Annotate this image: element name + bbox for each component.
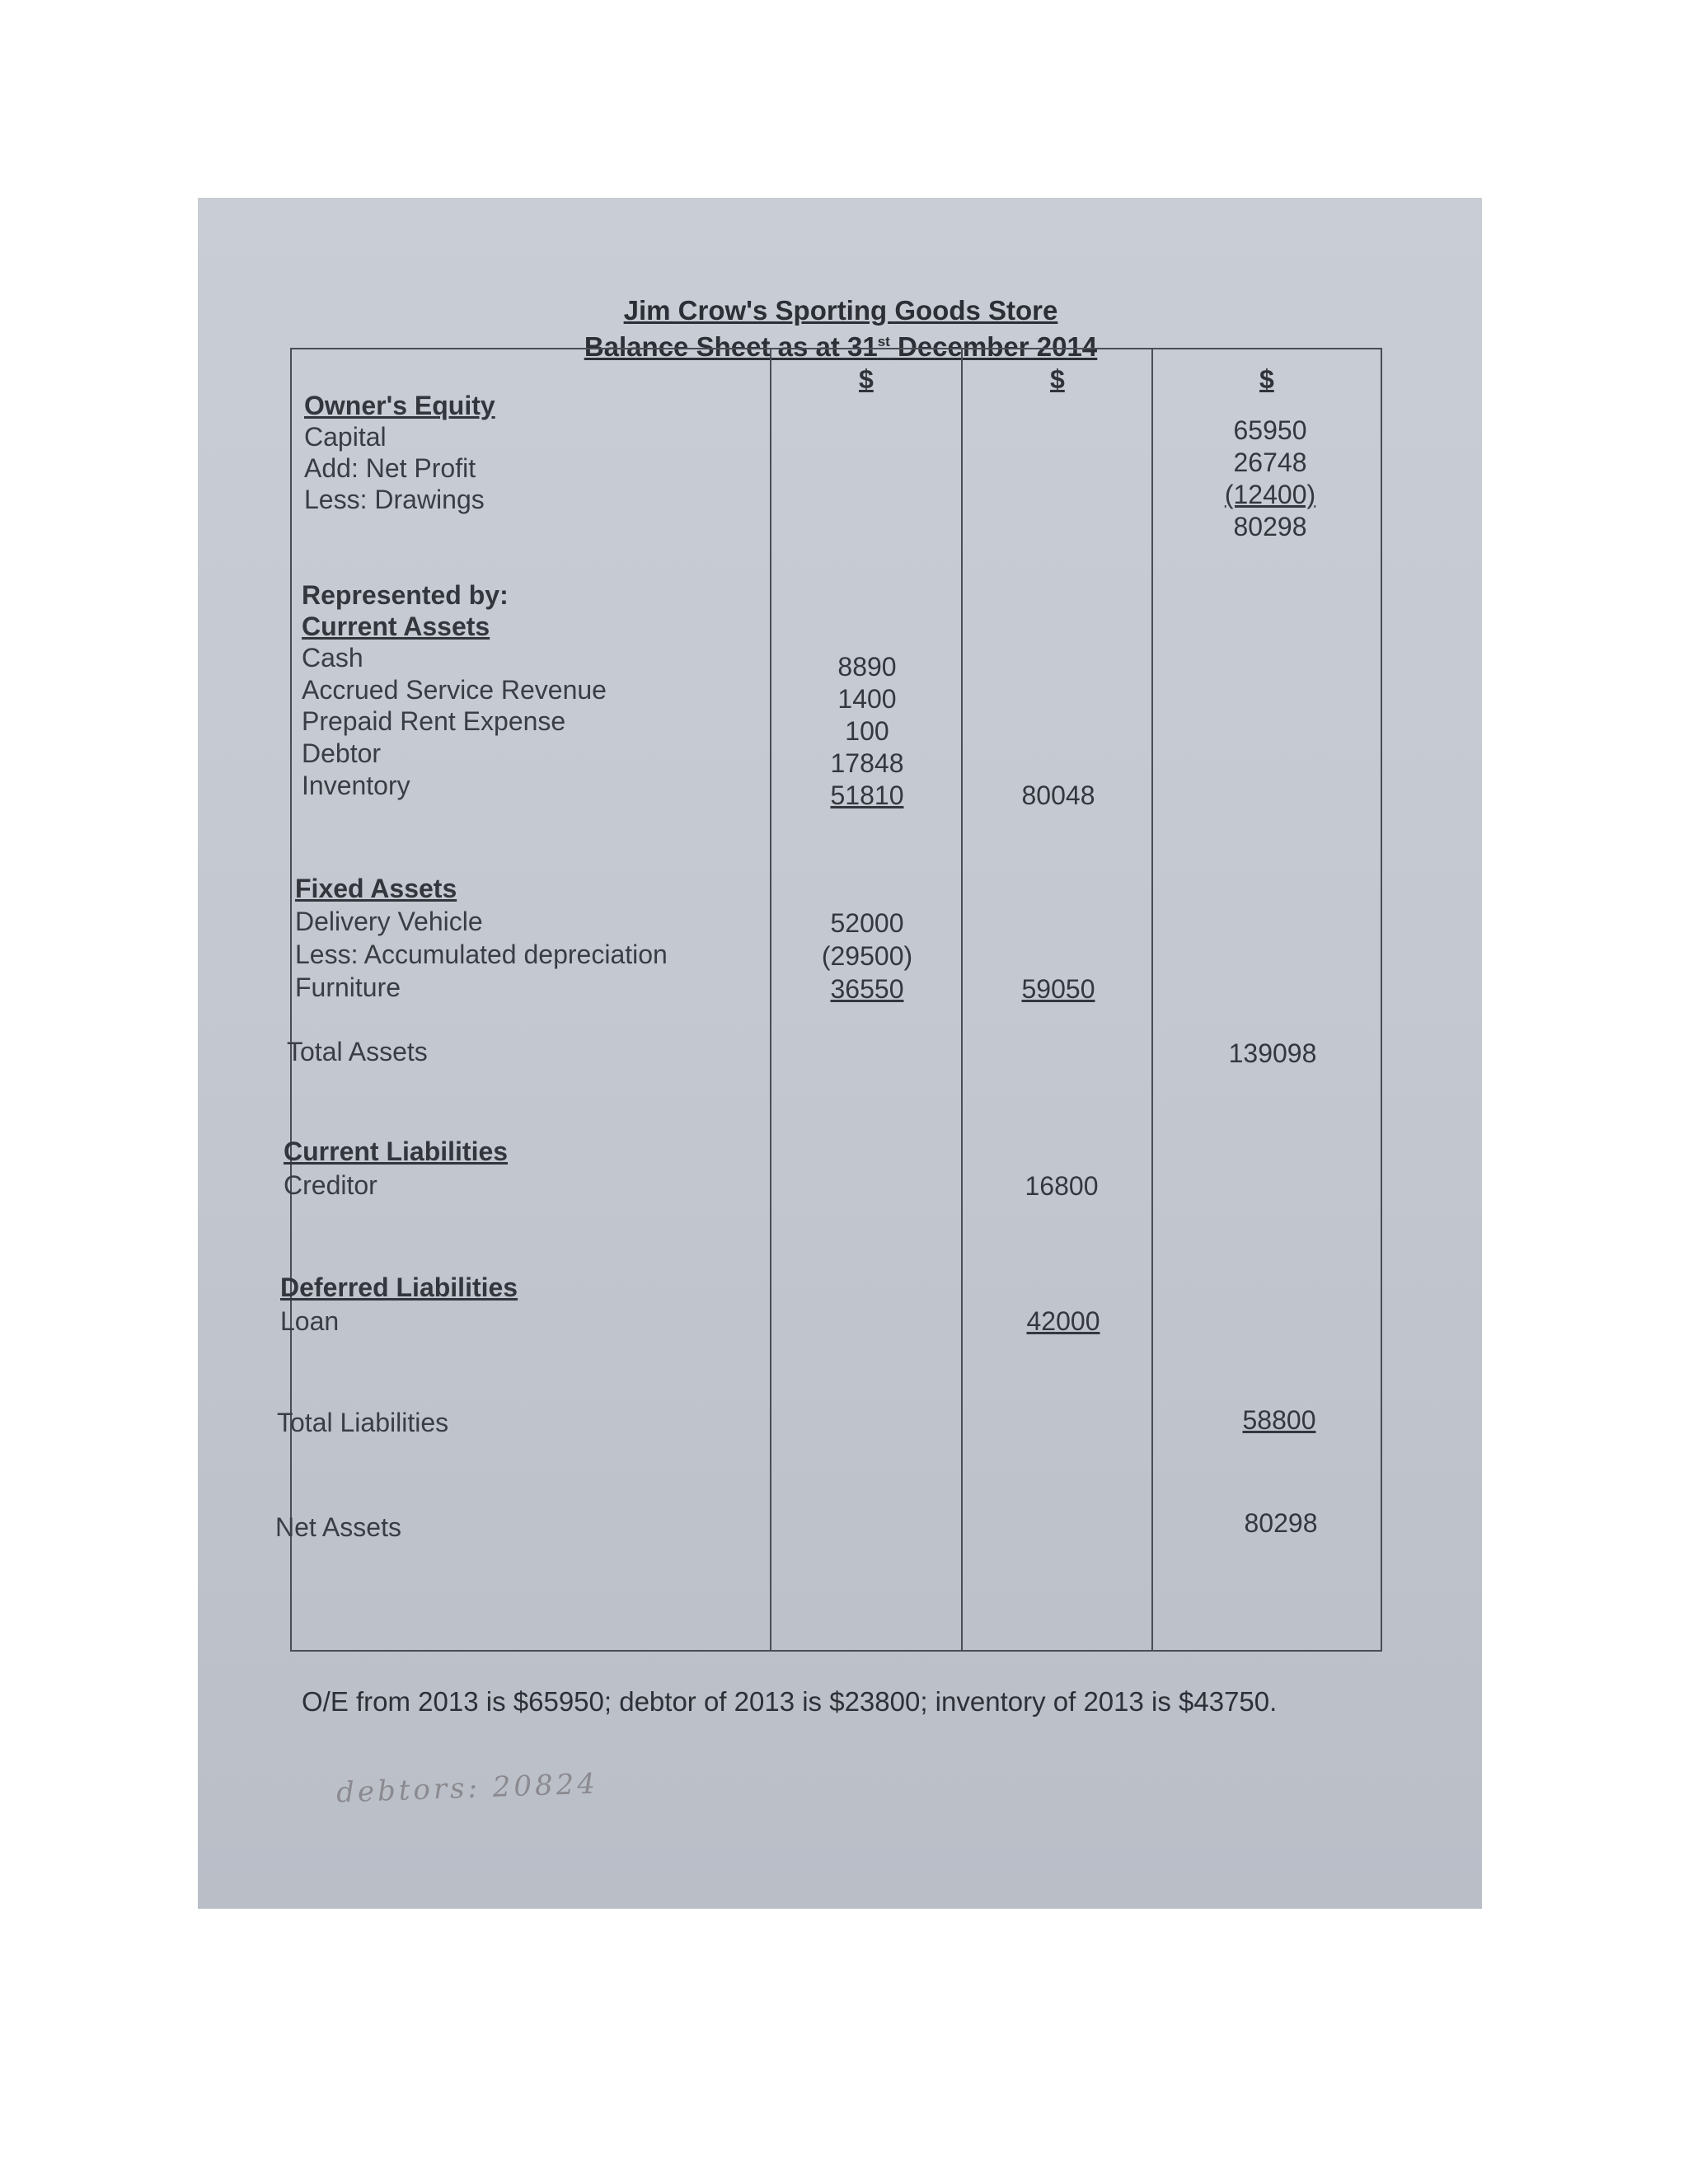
cash-value: 8890 <box>837 652 897 682</box>
fixed-assets-heading: Fixed Assets <box>295 874 457 903</box>
current-assets-heading: Current Assets <box>302 612 490 641</box>
loan-label: Loan <box>280 1306 340 1336</box>
title-line-2-suffix: December 2014 <box>889 331 1098 362</box>
inventory-label: Inventory <box>302 771 410 800</box>
total-liabilities-label: Total Liabilities <box>277 1408 449 1437</box>
current-assets-total: 80048 <box>1021 780 1095 810</box>
delivery-vehicle-label: Delivery Vehicle <box>295 907 483 936</box>
currency-header-1: $ <box>859 364 874 394</box>
accrued-revenue-label: Accrued Service Revenue <box>302 675 607 705</box>
cash-label: Cash <box>302 643 363 673</box>
prepaid-rent-value: 100 <box>845 716 889 746</box>
title-line-2-prefix: Balance Sheet as at 31 <box>584 331 878 362</box>
loan-value: 42000 <box>1026 1306 1100 1336</box>
creditor-value: 16800 <box>1025 1171 1099 1201</box>
footnote: O/E from 2013 is $65950; debtor of 2013 is $23800; inventory of 2013 is $43750. <box>302 1686 1278 1717</box>
currency-header-3: $ <box>1259 364 1274 394</box>
fixed-assets-total: 59050 <box>1021 974 1095 1004</box>
debtor-value: 17848 <box>830 748 904 778</box>
accumulated-depreciation-label: Less: Accumulated depreciation <box>295 940 668 969</box>
total-assets-label: Total Assets <box>287 1037 428 1066</box>
handwritten-note: debtors: 20824 <box>335 1767 599 1810</box>
debtor-label: Debtor <box>302 738 382 768</box>
net-assets-label: Net Assets <box>275 1512 401 1542</box>
capital-label: Capital <box>304 422 387 452</box>
drawings-value: (12400) <box>1224 480 1316 509</box>
owners-equity-heading: Owner's Equity <box>304 391 495 420</box>
furniture-label: Furniture <box>295 972 401 1002</box>
total-assets-value: 139098 <box>1228 1038 1317 1068</box>
net-profit-label: Add: Net Profit <box>304 453 476 483</box>
title-line-1: Jim Crow's Sporting Goods Store <box>623 295 1058 326</box>
delivery-vehicle-value: 52000 <box>830 908 904 938</box>
column-divider-1 <box>770 349 771 1650</box>
prepaid-rent-label: Prepaid Rent Expense <box>302 706 566 736</box>
owners-equity-total: 80298 <box>1233 512 1307 541</box>
accumulated-depreciation-value: (29500) <box>821 941 913 971</box>
document-photo <box>198 198 1482 1909</box>
drawings-label: Less: Drawings <box>304 485 485 514</box>
net-assets-value: 80298 <box>1244 1508 1318 1538</box>
capital-value: 65950 <box>1233 415 1307 445</box>
creditor-label: Creditor <box>284 1170 377 1200</box>
represented-by-label: Represented by: <box>302 580 509 610</box>
currency-header-2: $ <box>1050 364 1065 394</box>
net-profit-value: 26748 <box>1233 448 1307 477</box>
balance-sheet-table <box>275 348 1382 1652</box>
column-divider-2 <box>961 349 963 1650</box>
furniture-value: 36550 <box>830 974 904 1004</box>
deferred-liabilities-heading: Deferred Liabilities <box>280 1272 518 1302</box>
column-divider-3 <box>1151 349 1153 1650</box>
accrued-revenue-value: 1400 <box>837 684 897 714</box>
inventory-value: 51810 <box>830 780 904 810</box>
current-liabilities-heading: Current Liabilities <box>284 1137 509 1166</box>
total-liabilities-value: 58800 <box>1242 1405 1316 1435</box>
title-line-2-sup: st <box>877 334 890 349</box>
